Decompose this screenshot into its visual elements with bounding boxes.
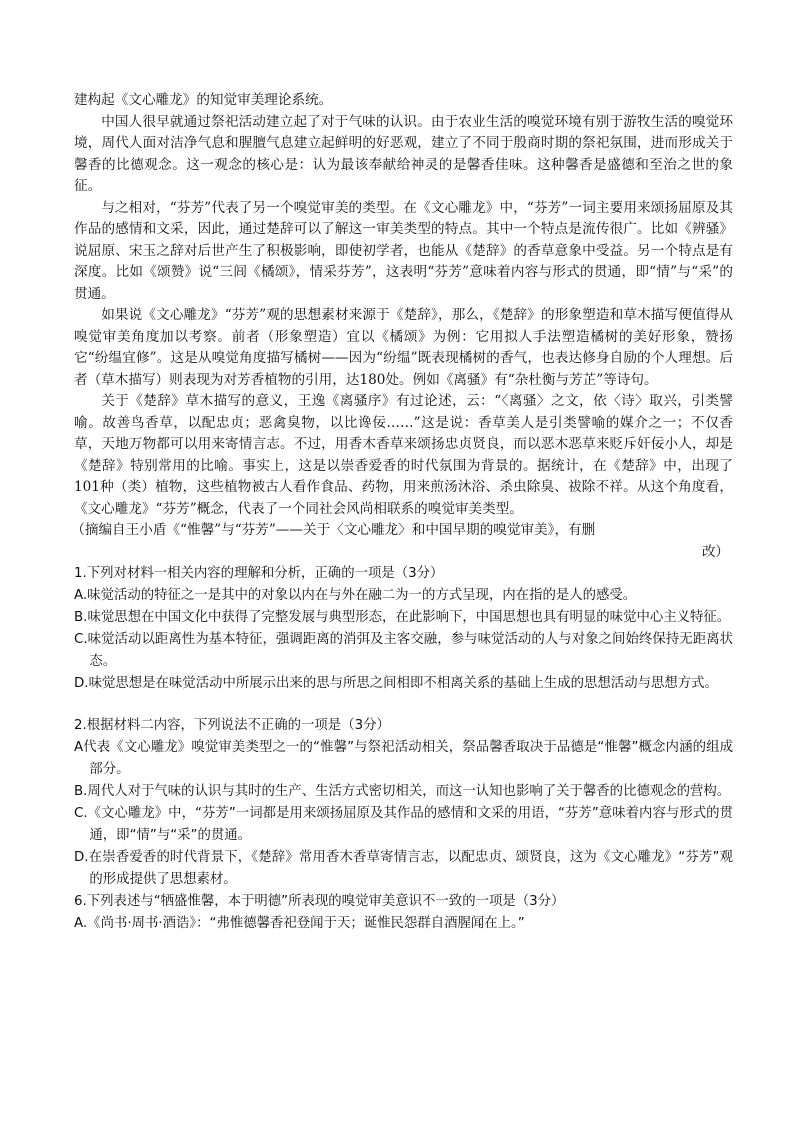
source-citation: （摘编自王小盾《“惟馨”与“芬芳”——关于〈文心雕龙〉和中国早期的嗅觉审美》，有删 <box>71 522 596 538</box>
spacer <box>74 695 733 715</box>
question-stem: 2.根据材料二内容，下列说法不正确的一项是（3分） <box>74 718 390 733</box>
option-a: A.《尚书·周书·酒诰》：“弗惟德馨香祀登闻于天；诞惟民怨群自酒腥闻在上。” <box>74 916 525 931</box>
passage-paragraph-3: 与之相对，“芬芳”代表了另一个嗅觉审美的类型。在《文心雕龙》中，“芬芳”一词主要用来颂扬屈原及其作品的感情和文采，因此，通过楚辞可以了解这一审美类型的特点。其中一个特点是流传很广。比如《辨骚》说屈原、宋玉之辞对后世产生了积极影响，即使初学者，也能从《楚辞》的香草意象中受益。另一个特点是有深度。比如《颂赞》说“三闾《橘颂》，情采芬芳”，这表明“芬芳”意味着内容与形式的贯通，即“情”与“采”的贯通。 <box>74 199 733 302</box>
question-stem: 6.下列表述与“牺盛惟馨，本于明德”所表现的嗅觉审美意识不一致的一项是（3分） <box>74 894 565 909</box>
question-2 <box>74 715 733 891</box>
option-c: C.《文心雕龙》中，“芬芳”一词都是用来颂扬屈原及其作品的感情和文采的用语，“芬芳”意味着内容与形式的贯通，即“情”与“采”的贯通。 <box>74 806 733 843</box>
passage-paragraph-4: 如果说《文心雕龙》“芬芳”观的思想素材来源于《楚辞》，那么，《楚辞》的形象塑造和草木描写便值得从嗅觉审美角度加以考察。前者（形象塑造）宜以《橘颂》为例：它用拟人手法塑造橘树的美好形象，赞扬它“纷缊宜修”。这是从嗅觉角度描写橘树——因为“纷缊”既表现橘树的香气，也表达修身自励的个人理想。后者（草木描写）则表现为对芳香植物的引用，达180处。例如《离骚》有“杂杜衡与芳芷”等诗句。 <box>74 307 733 388</box>
option-c: C.味觉活动以距离性为基本特征，强调距离的消弭及主客交融，参与味觉活动的人与对象之间始终保持无距离状态。 <box>74 632 733 669</box>
question-stem: 1.下列对材料一相关内容的理解和分析，正确的一项是（3分） <box>74 566 444 581</box>
question-6 <box>74 891 733 935</box>
passage-paragraph-5: 关于《楚辞》草木描写的意义，王逸《离骚序》有过论述，云：“〈离骚〉之文，依〈诗〉取兴，引类譬喻。故善鸟香草，以配忠贞；恶禽臭物，以比谗佞……”这是说：香草美人是引类譬喻的媒介之一；不仅香草，天地万物都可以用来寄情言志。不过，用香木香草来颂扬忠贞贤良，而以恶木恶草来贬斥奸佞小人，却是《楚辞》特别常用的比喻。事实上，这是以崇香爱香的时代氛围为背景的。据统计，在《楚辞》中，出现了101种（类）植物，这些植物被古人看作食品、药物，用来煎汤沐浴、杀虫除臭、祓除不祥。从这个角度看，《文心雕龙》“芬芳”概念，代表了一个同社会风尚相联系的嗅觉审美类型。 <box>74 393 733 517</box>
option-b: B.周代人对于气味的认识与其时的生产、生活方式密切相关，而这一认知也影响了关于馨香的比德观念的营构。 <box>74 784 731 799</box>
option-a: A.味觉活动的特征之一是其中的对象以内在与外在融二为一的方式呈现，内在指的是人的感受。 <box>74 588 637 603</box>
option-a: A代表《文心雕龙》嗅觉审美类型之一的“惟馨”与祭祀活动相关，祭品馨香取决于品德是“惟馨”概念内涵的组成部分。 <box>74 740 733 777</box>
option-d: D.味觉思想是在味觉活动中所展示出来的思与所思之间相即不相离关系的基础上生成的思想活动与思想方式。 <box>74 676 718 691</box>
source-citation-end: 改） <box>701 543 729 560</box>
option-b: B.味觉思想在中国文化中获得了完整发展与典型形态，在此影响下，中国思想也具有明显的味觉中心主义特征。 <box>74 610 731 625</box>
question-1 <box>74 563 733 695</box>
passage-paragraph-1: 建构起《文心雕龙》的知觉审美理论系统。 <box>74 92 333 108</box>
passage <box>71 90 733 563</box>
option-d: D.在崇香爱香的时代背景下，《楚辞》常用香木香草寄情言志，以配忠贞、颂贤良，这为《文心雕龙》“芬芳”观的形成提供了思想素材。 <box>74 850 733 887</box>
passage-paragraph-2: 中国人很早就通过祭祀活动建立起了对于气味的认识。由于农业生活的嗅觉环境有别于游牧生活的嗅觉环境，周代人面对洁净气息和腥膻气息建立起鲜明的好恶观，建立了不同于殷商时期的祭祀氛围，进而形成关于馨香的比德观念。这一观念的核心是：认为最该奉献给神灵的是馨香佳味。这种馨香是盛德和至治之世的象征。 <box>74 113 733 194</box>
